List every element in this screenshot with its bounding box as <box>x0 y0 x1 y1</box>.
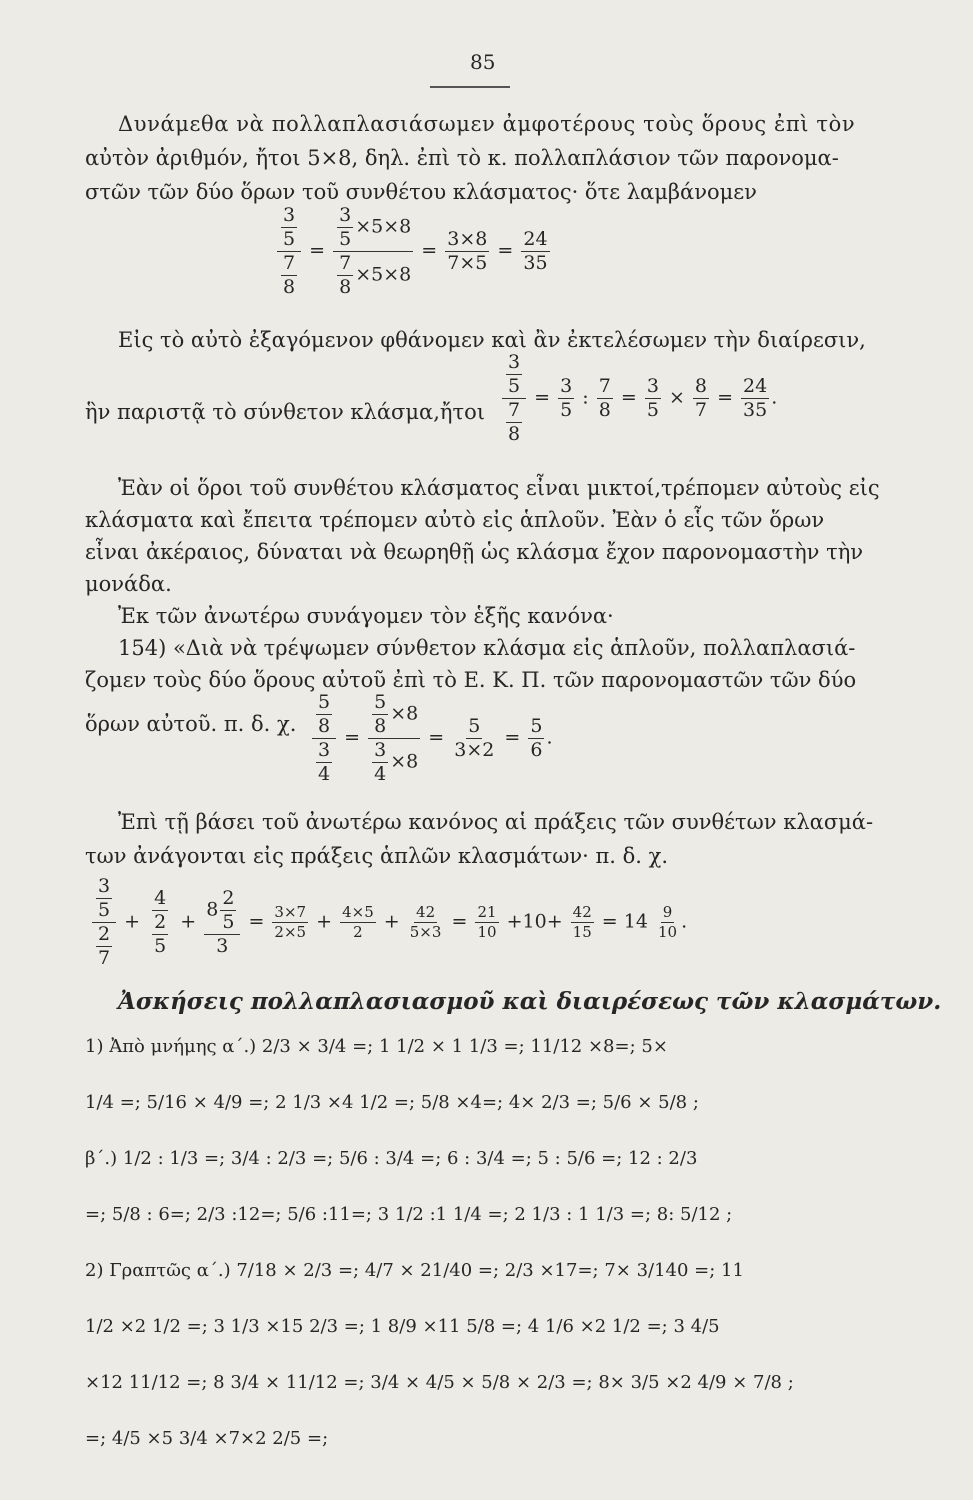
text-line: ζομεν τοὺς δύο ὅρους αὐτοῦ ἐπὶ τὸ Ε. Κ. Π. τῶν παρονομαστῶν τῶν δύο <box>85 668 857 692</box>
equation-sum: $\frac{\frac{3}{5}}{\frac{2}{7}}$ + $\frac{4}{\frac{2}{5}}$ + 8 $\frac{2}{5}$ 3 = $\frac{3\times 7}{2\times 5}$ + $\frac{4\times 5}{2}$ + $\frac{42}{5\times 3}$ = $\frac{21}{10}$ +10+ $\frac{42}{15}$ = 14 $\frac{9}{10}$ . <box>90 876 687 969</box>
equation-division: $\frac{\frac{3}{5}}{\frac{7}{8}}$ = $\frac{3}{5}$ : $\frac{7}{8}$ = $\frac{3}{5}$ × $\frac{8}{7}$ = $\frac{24}{35}$ . <box>500 352 777 445</box>
exercise-line: β΄.) 1/2 : 1/3 =; 3/4 : 2/3 =; 5/6 : 3/4 =; 6 : 3/4 =; 5 : 5/6 =; 12 : 2/3 <box>85 1148 698 1169</box>
exercise-line: =; 4/5 ×5 3/4 ×7×2 2/5 =; <box>85 1428 329 1449</box>
exercise-line: 1/2 ×2 1/2 =; 3 1/3 ×15 2/3 =; 1 8/9 ×11 5/8 =; 4 1/6 ×2 1/2 =; 3 4/5 <box>85 1316 720 1337</box>
exercise-line: 1) Ἀπὸ μνήμης α΄.) 2/3 × 3/4 =; 1 1/2 × 1 1/3 =; 11/12 ×8=; 5× <box>85 1036 668 1057</box>
page-number-rule <box>430 86 510 88</box>
text-line: των ἀνάγονται εἰς πράξεις ἁπλῶν κλασμάτων· π. δ. χ. <box>85 844 669 868</box>
equation-example: $\frac{\frac{5}{8}}{\frac{3}{4}}$ = $\frac{5}{8}$ ×8 $\frac{3}{4}$ ×8 = $\frac{5}{3\times 2}$ = $\frac{5}{6}$ . <box>310 692 553 785</box>
text-line: αὐτὸν ἀριθμόν, ἤτοι 5×8, δηλ. ἐπὶ τὸ κ. πολλαπλάσιον τῶν παρονομα- <box>85 146 839 170</box>
text-line: κλάσματα καὶ ἔπειτα τρέπομεν αὐτὸ εἰς ἁπλοῦν. Ἐὰν ὁ εἷς τῶν ὅρων <box>85 508 825 532</box>
text-line: Εἰς τὸ αὐτὸ ἐξαγόμενον φθάνομεν καὶ ἂν ἐκτελέσωμεν τὴν διαίρεσιν, <box>118 328 866 352</box>
rule-heading: 154) «Διὰ νὰ τρέψωμεν σύνθετον κλάσμα εἰς ἁπλοῦν, πολλαπλασιά- <box>118 636 856 660</box>
text-line: Ἐκ τῶν ἀνωτέρω συνάγομεν τὸν ἑξῆς κανόνα· <box>118 604 614 628</box>
text-line: Ἐπὶ τῇ βάσει τοῦ ἀνωτέρω κανόνος αἱ πράξεις τῶν συνθέτων κλασμά- <box>118 810 874 834</box>
text-line: μονάδα. <box>85 572 172 596</box>
page-number: 85 <box>470 50 496 74</box>
exercise-line: =; 5/8 : 6=; 2/3 :12=; 5/6 :11=; 3 1/2 :1 1/4 =; 2 1/3 : 1 1/3 =; 8: 5/12 ; <box>85 1204 733 1225</box>
text-line: Ἐὰν οἱ ὅροι τοῦ συνθέτου κλάσματος εἶναι μικτοί,τρέπομεν αὐτοὺς εἰς <box>118 476 880 500</box>
text-line: ἣν παριστᾷ τὸ σύνθετον κλάσμα,ἤτοι <box>85 400 485 424</box>
text-line: εἶναι ἀκέραιος, δύναται νὰ θεωρηθῇ ὡς κλάσμα ἔχον παρονομαστὴν τὴν <box>85 540 864 564</box>
text-line: στῶν τῶν δύο ὅρων τοῦ συνθέτου κλάσματος· ὅτε λαμβάνομεν <box>85 180 757 204</box>
exercises-title: Ἀσκήσεις πολλαπλασιασμοῦ καὶ διαιρέσεως τῶν κλασμάτων. <box>118 988 942 1015</box>
equation-compound-fraction-1: $\frac{\frac{3}{5}}{\frac{7}{8}}$ = $\frac{3}{5}$ ×5×8 $\frac{7}{8}$ ×5×8 = $\frac{3\times 8}{7\times 5}$ = $\frac{24}{35}$ <box>275 205 552 298</box>
exercise-line: ×12 11/12 =; 8 3/4 × 11/12 =; 3/4 × 4/5 × 5/8 × 2/3 =; 8× 3/5 ×2 4/9 × 7/8 ; <box>85 1372 794 1393</box>
exercise-line: 1/4 =; 5/16 × 4/9 =; 2 1/3 ×4 1/2 =; 5/8 ×4=; 4× 2/3 =; 5/6 × 5/8 ; <box>85 1092 699 1113</box>
exercise-line: 2) Γραπτῶς α΄.) 7/18 × 2/3 =; 4/7 × 21/40 =; 2/3 ×17=; 7× 3/140 =; 11 <box>85 1260 744 1281</box>
text-line: Δυνάμεθα νὰ πολλαπλασιάσωμεν ἀμφοτέρους τοὺς ὅρους ἐπὶ τὸν <box>118 112 856 136</box>
text-line: ὅρων αὐτοῦ. π. δ. χ. <box>85 712 297 736</box>
